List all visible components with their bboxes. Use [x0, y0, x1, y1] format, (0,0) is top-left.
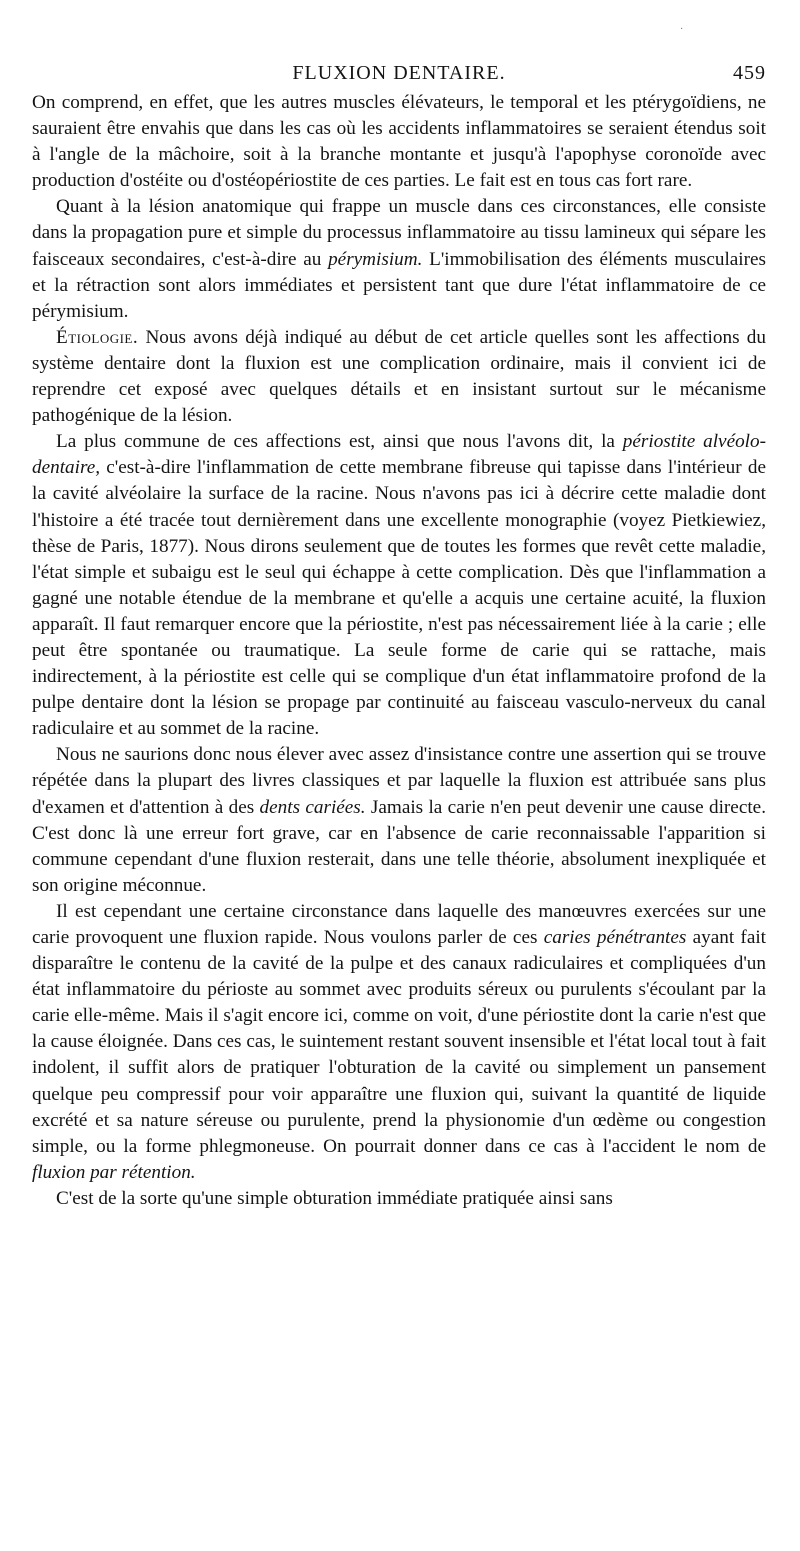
paragraph-6-emphasis-2: fluxion par rétention.	[32, 1161, 196, 1183]
page-number: 459	[733, 62, 766, 84]
paragraph-2-text-a: Quant à la lésion anatomique qui frappe un muscle dans ces circonstances, elle consiste dans la propagation pure et simple du processus inflammatoire au tissu lamineux qui sépare les faisceaux secondaires, c'est-à-dire au	[32, 196, 766, 270]
paragraph-4	[32, 429, 766, 742]
paragraph-etiologie-text: Nous avons déjà indiqué au début de cet article quelles sont les affections du système dentaire dont la fluxion est une complication ordinaire, mais il convient ici de reprendre cet exposé avec quelques détails et en insistant surtout sur le mécanisme pathogénique de la lésion.	[32, 326, 766, 427]
body-text	[32, 90, 766, 1212]
paragraph-6-text-a: Il est cependant une certaine circonstance dans laquelle des manœuvres exercées sur une carie provoquent une fluxion rapide. Nous voulons parler de ces	[32, 900, 766, 948]
paragraph-2-text-b: L'immobilisation des éléments musculaires et la rétraction sont alors immédiates et persistent tant que dure l'état inflammatoire de ce pérymisium.	[32, 248, 767, 322]
paragraph-1	[32, 90, 766, 194]
paragraph-4-text-b: c'est-à-dire l'inflammation de cette membrane fibreuse qui tapisse dans l'intérieur de la cavité alvéolaire la surface de la racine. Nous n'avons pas ici à décrire cette maladie dont l'histoire a été tracée tout dernièrement dans une excellente monographie (voyez Pietkiewiez, thèse de Paris, 1877). Nous dirons seulement que de toutes les formes que revêt cette maladie, l'état simple et subaigu est le seul qui échappe à cette complication. Dès que l'inflammation a gagné une notable étendue de la membrane et qu'elle a acquis une certaine acuité, la fluxion apparaît. Il faut remarquer encore que la périostite, n'est pas nécessairement liée à la carie ; elle peut être spontanée ou traumatique. La seule forme de carie qui se rattache, mais indirectement, à la périostite est celle qui se complique d'un état inflammatoire profond de la pulpe dentaire dont la lésion se propage par continuité au faisceau vasculo-nerveux du canal radiculaire et au sommet de la racine.	[32, 457, 766, 740]
section-heading-etiologie: Étiologie.	[56, 326, 139, 348]
paragraph-7-text: C'est de la sorte qu'une simple obturation immédiate pratiquée ainsi sans	[56, 1187, 613, 1209]
paragraph-4-emphasis: périostite alvéolo-dentaire,	[32, 431, 766, 479]
running-title: FLUXION DENTAIRE.	[292, 62, 506, 84]
paragraph-7	[32, 1186, 766, 1212]
running-header	[32, 56, 766, 90]
paragraph-2-emphasis: pérymisium.	[328, 248, 423, 270]
paragraph-5	[32, 742, 766, 899]
paragraph-1-text: On comprend, en effet, que les autres muscles élévateurs, le temporal et les ptérygoïdiens, ne sauraient être envahis que dans les cas où les accidents inflammatoires se seraient étendus soit à l'angle de la mâchoire, soit à la branche montante et jusqu'à l'apophyse coronoïde avec production d'ostéite ou d'ostéopériostite de ces parties. Le fait est en tous cas fort rare.	[32, 92, 766, 192]
paragraph-5-text-a: Nous ne saurions donc nous élever avec assez d'insistance contre une assertion qui se trouve répétée dans la plupart des livres classiques et par laquelle la fluxion est attribuée sans plus d'examen et d'attention à des	[32, 744, 766, 818]
paragraph-2	[32, 194, 766, 324]
paragraph-etiologie	[32, 325, 766, 429]
paragraph-4-text-a: La plus commune de ces affections est, ainsi que nous l'avons dit, la	[56, 431, 623, 453]
paragraph-6	[32, 899, 766, 1186]
paragraph-5-text-b: Jamais la carie n'en peut devenir une cause directe. C'est donc là une erreur fort grave, car en l'absence de carie reconnaissable l'apparition si commune cependant d'une fluxion resterait, dans une telle théorie, absolument inexpliquée et son origine méconnue.	[32, 796, 766, 896]
book-page	[32, 56, 766, 1212]
stray-print-mark: ·	[680, 24, 684, 35]
paragraph-6-emphasis-1: caries pénétrantes	[543, 927, 687, 948]
paragraph-5-emphasis: dents cariées.	[259, 796, 366, 818]
paragraph-6-text-b: ayant fait disparaître le contenu de la cavité de la pulpe et des canaux radiculaires et compliquées d'un état inflammatoire du périoste au sommet avec produits séreux ou purulents s'écoulant par la carie elle-même. Mais il s'agit encore ici, comme on voit, d'une périostite dont la carie n'est que la cause éloignée. Dans ces cas, le suintement restant souvent insensible et l'état local tout à fait indolent, il suffit alors de pratiquer l'obturation de la cavité ou simplement un pansement quelque peu compressif pour voir apparaître une fluxion qui, suivant la quantité de liquide excrété et sa nature séreuse ou purulente, prend la physionomie d'un œdème ou congestion simple, ou la forme phlegmoneuse. On pourrait donner dans ce cas à l'accident le nom de	[32, 927, 767, 1157]
